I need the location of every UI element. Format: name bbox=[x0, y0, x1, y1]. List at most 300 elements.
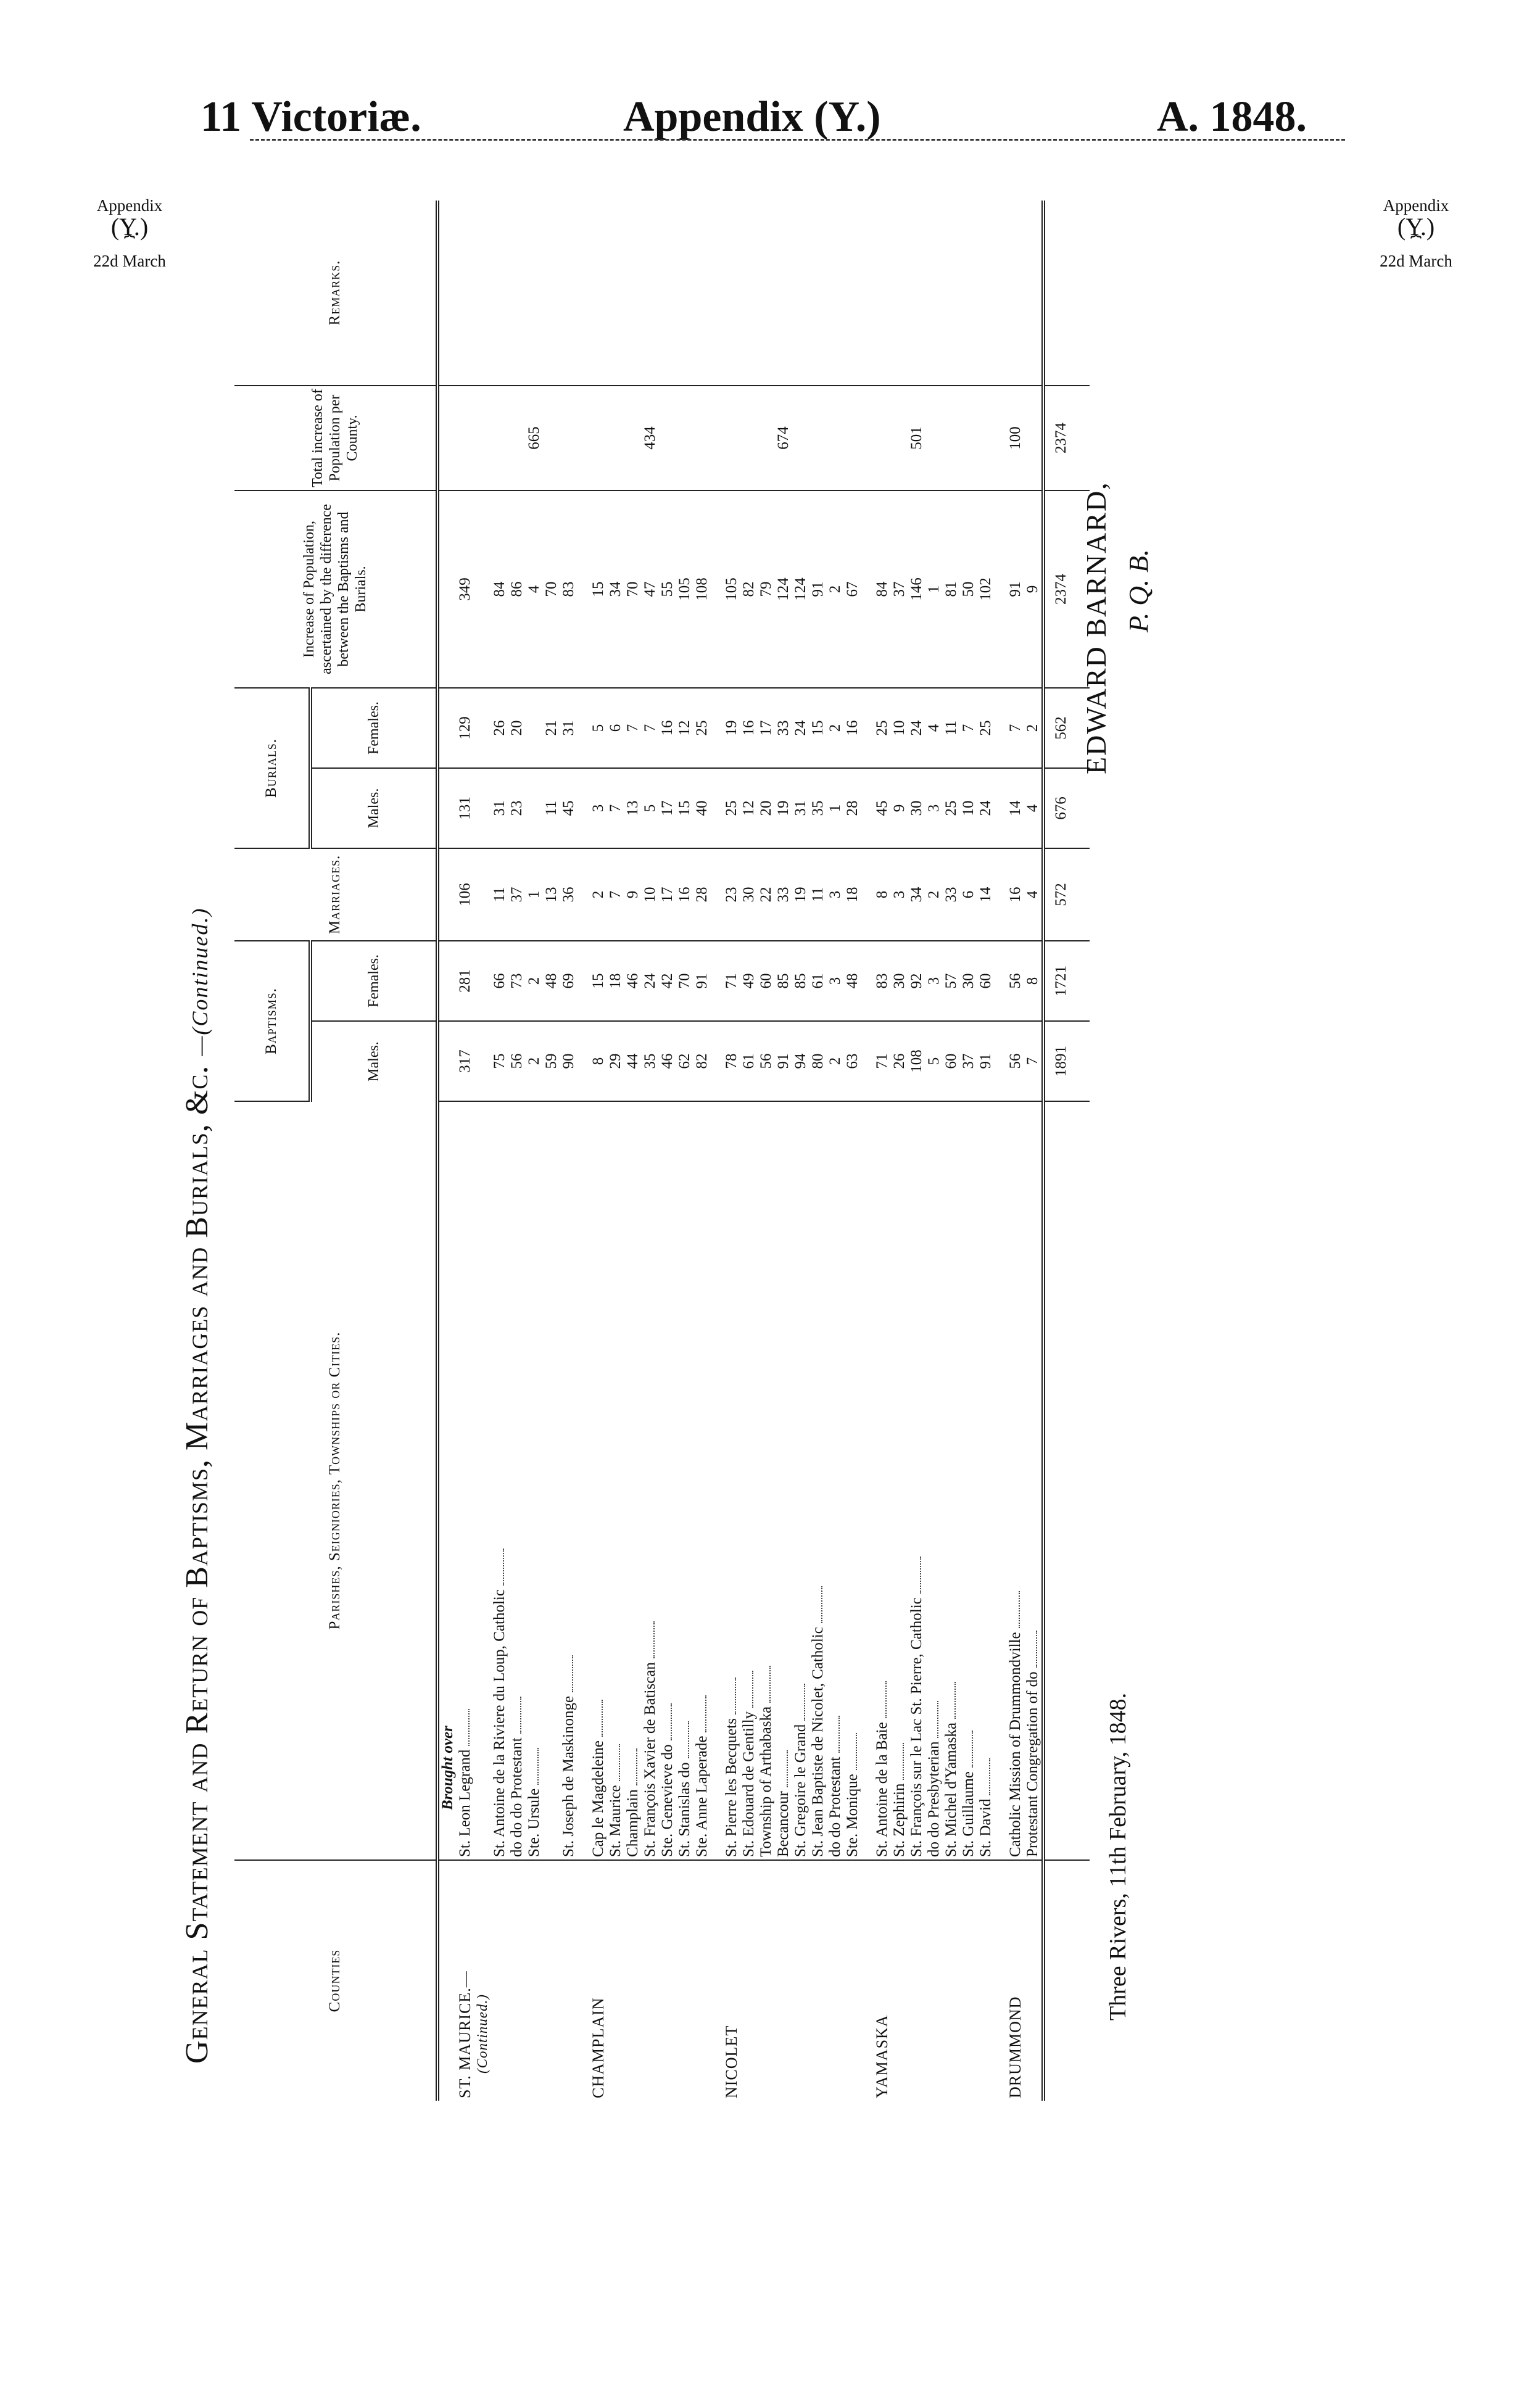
marriages-cell: 7 bbox=[607, 848, 624, 941]
parish-name: Ste. Monique bbox=[844, 1774, 861, 1857]
dot-leader bbox=[503, 1549, 504, 1586]
remarks-cell bbox=[711, 201, 740, 386]
parish-cell bbox=[758, 1101, 775, 1860]
marriages-cell: 13 bbox=[543, 848, 560, 941]
baptisms-females-cell: 8 bbox=[1024, 941, 1043, 1021]
burials-females-cell bbox=[526, 688, 543, 768]
dot-leader bbox=[769, 1666, 771, 1703]
signature-title: P. Q. B. bbox=[1124, 549, 1154, 632]
county-total-cell bbox=[844, 386, 861, 490]
rotated-return-table-page bbox=[167, 201, 1203, 2101]
baptisms-females-cell: 91 bbox=[693, 941, 711, 1021]
parish-name: Ste. Ursule bbox=[526, 1788, 542, 1857]
col-header-remarks: Remarks. bbox=[234, 201, 437, 386]
burials-females-cell: 2 bbox=[1024, 688, 1043, 768]
increase-cell: 124 bbox=[775, 490, 792, 688]
dot-leader bbox=[903, 1743, 904, 1780]
parish-cell bbox=[624, 1101, 642, 1860]
table-row bbox=[1024, 201, 1043, 2101]
return-title-main: General Statement and Return of Baptisms, Marriages and Burials, &c. bbox=[180, 1065, 215, 2064]
county-name: DRUMMOND bbox=[1006, 1996, 1024, 2098]
margin-date: 22d March bbox=[93, 252, 166, 270]
marriages-cell: 14 bbox=[977, 848, 995, 941]
table-row bbox=[844, 201, 861, 2101]
parish-cell bbox=[775, 1101, 792, 1860]
county-cell bbox=[578, 1860, 607, 2101]
burials-females-cell: 16 bbox=[740, 688, 758, 768]
baptisms-females-cell: 60 bbox=[758, 941, 775, 1021]
dot-leader bbox=[920, 1557, 921, 1594]
baptisms-males-cell: 91 bbox=[775, 1021, 792, 1101]
county-total-cell bbox=[578, 386, 607, 490]
marriages-cell: 36 bbox=[560, 848, 578, 941]
county-total-cell bbox=[607, 386, 624, 490]
dot-leader bbox=[520, 1697, 521, 1734]
county-cell bbox=[977, 1860, 995, 2101]
county-cell bbox=[693, 1860, 711, 2101]
year-header: A. 1848. bbox=[1157, 93, 1307, 141]
parish-name: Ste. Genevieve do bbox=[659, 1744, 676, 1857]
county-total-cell bbox=[861, 386, 891, 490]
county-total-cell bbox=[809, 386, 827, 490]
burials-females-cell: 10 bbox=[891, 688, 908, 768]
burials-females-cell: 19 bbox=[711, 688, 740, 768]
county-cell bbox=[891, 1860, 908, 2101]
baptisms-females-cell: 56 bbox=[995, 941, 1024, 1021]
burials-males-cell: 25 bbox=[711, 768, 740, 848]
table-row bbox=[457, 201, 491, 2101]
col-header-burials-males: Males. bbox=[310, 768, 437, 848]
parish-name: St. David bbox=[977, 1798, 994, 1857]
county-cell bbox=[925, 1860, 943, 2101]
table-row bbox=[526, 201, 543, 2101]
marriages-cell: 1 bbox=[526, 848, 543, 941]
burials-males-cell: 28 bbox=[844, 768, 861, 848]
brought-over-row bbox=[437, 201, 457, 2101]
total-increase: 2374 bbox=[1043, 490, 1090, 688]
table-row bbox=[908, 201, 925, 2101]
county-total-cell bbox=[693, 386, 711, 490]
burials-females-cell: 4 bbox=[925, 688, 943, 768]
county-cell bbox=[827, 1860, 844, 2101]
parish-cell bbox=[642, 1101, 659, 1860]
remarks-cell bbox=[607, 201, 624, 386]
increase-cell: 84 bbox=[491, 490, 508, 688]
baptisms-females-cell: 30 bbox=[960, 941, 977, 1021]
col-header-total-increase: Total increase of Population per County. bbox=[234, 386, 437, 490]
baptisms-females-cell: 46 bbox=[624, 941, 642, 1021]
appendix-header: Appendix (Y.) bbox=[623, 93, 881, 141]
baptisms-males-cell: 56 bbox=[995, 1021, 1024, 1101]
baptisms-males-cell: 63 bbox=[844, 1021, 861, 1101]
burials-males-cell: 40 bbox=[693, 768, 711, 848]
baptisms-females-cell: 15 bbox=[578, 941, 607, 1021]
marriages-cell: 2 bbox=[578, 848, 607, 941]
remarks-cell bbox=[775, 201, 792, 386]
col-header-baptisms-females: Females. bbox=[310, 941, 437, 1021]
parish-name: St. Stanislas do bbox=[676, 1762, 693, 1857]
parish-name: do do do Protestant bbox=[508, 1737, 525, 1857]
return-title-continued: —(Continued.) bbox=[188, 907, 212, 1056]
dot-leader bbox=[821, 1586, 822, 1623]
table-row bbox=[977, 201, 995, 2101]
baptisms-males-cell: 94 bbox=[792, 1021, 809, 1101]
county-total-cell bbox=[659, 386, 676, 490]
parish-cell bbox=[977, 1101, 995, 1860]
increase-cell: 70 bbox=[543, 490, 560, 688]
margin-appendix-letter: (Y.) bbox=[1397, 213, 1435, 241]
parish-name: St. Edouard de Gentilly bbox=[740, 1711, 757, 1857]
baptisms-males-cell: 5 bbox=[925, 1021, 943, 1101]
parish-cell bbox=[891, 1101, 908, 1860]
baptisms-males-cell: 91 bbox=[977, 1021, 995, 1101]
county-total-cell bbox=[740, 386, 758, 490]
burials-females-cell: 16 bbox=[844, 688, 861, 768]
increase-cell: 82 bbox=[740, 490, 758, 688]
burials-males-cell: 131 bbox=[457, 768, 491, 848]
dot-leader bbox=[735, 1677, 736, 1715]
parish-cell bbox=[908, 1101, 925, 1860]
baptisms-males-cell: 2 bbox=[526, 1021, 543, 1101]
increase-cell: 81 bbox=[943, 490, 960, 688]
baptisms-females-cell: 48 bbox=[543, 941, 560, 1021]
county-total-cell bbox=[676, 386, 693, 490]
baptisms-females-cell: 18 bbox=[607, 941, 624, 1021]
parish-cell bbox=[809, 1101, 827, 1860]
county-continued: (Continued.) bbox=[474, 1994, 490, 2074]
county-total-cell bbox=[943, 386, 960, 490]
burials-males-cell: 30 bbox=[908, 768, 925, 848]
increase-cell: 91 bbox=[995, 490, 1024, 688]
marriages-cell: 3 bbox=[891, 848, 908, 941]
burials-females-cell: 2 bbox=[827, 688, 844, 768]
margin-appendix-letter: (Y.) bbox=[110, 213, 149, 241]
county-total-cell: 674 bbox=[775, 386, 792, 490]
parish-cell bbox=[676, 1101, 693, 1860]
baptisms-females-cell: 83 bbox=[861, 941, 891, 1021]
county-total-cell: 434 bbox=[642, 386, 659, 490]
baptisms-females-cell: 60 bbox=[977, 941, 995, 1021]
dot-leader bbox=[937, 1701, 938, 1738]
increase-cell: 34 bbox=[607, 490, 624, 688]
col-header-increase: Increase of Population, ascertained by the difference between the Baptisms and Burials. bbox=[234, 490, 437, 688]
marriages-cell: 10 bbox=[642, 848, 659, 941]
county-cell bbox=[809, 1860, 827, 2101]
marriages-cell: 17 bbox=[659, 848, 676, 941]
baptisms-males-cell: 35 bbox=[642, 1021, 659, 1101]
county-name: ST. MAURICE.— bbox=[456, 1971, 474, 2098]
total-county-increase: 2374 bbox=[1043, 386, 1090, 490]
marriages-cell: 106 bbox=[457, 848, 491, 941]
remarks-cell bbox=[508, 201, 526, 386]
table-row bbox=[642, 201, 659, 2101]
county-total-cell bbox=[891, 386, 908, 490]
baptisms-males-cell: 62 bbox=[676, 1021, 693, 1101]
county-total-cell bbox=[711, 386, 740, 490]
county-total-cell: 665 bbox=[526, 386, 543, 490]
burials-females-cell: 21 bbox=[543, 688, 560, 768]
burials-males-cell: 3 bbox=[578, 768, 607, 848]
total-baptisms-males: 1891 bbox=[1043, 1021, 1090, 1101]
increase-cell: 2 bbox=[827, 490, 844, 688]
parish-name: Catholic Mission of Drummondville bbox=[1007, 1632, 1024, 1857]
dot-leader bbox=[954, 1682, 956, 1719]
baptisms-males-cell: 8 bbox=[578, 1021, 607, 1101]
county-total-cell bbox=[543, 386, 560, 490]
burials-males-cell: 5 bbox=[642, 768, 659, 848]
increase-cell: 55 bbox=[659, 490, 676, 688]
marriages-cell: 33 bbox=[943, 848, 960, 941]
parish-cell bbox=[560, 1101, 578, 1860]
parish-cell bbox=[607, 1101, 624, 1860]
marriages-cell: 30 bbox=[740, 848, 758, 941]
remarks-cell bbox=[578, 201, 607, 386]
total-baptisms-females: 1721 bbox=[1043, 941, 1090, 1021]
baptisms-males-cell: 90 bbox=[560, 1021, 578, 1101]
burials-males-cell: 9 bbox=[891, 768, 908, 848]
increase-cell: 9 bbox=[1024, 490, 1043, 688]
parish-cell bbox=[960, 1101, 977, 1860]
baptisms-males-cell: 7 bbox=[1024, 1021, 1043, 1101]
burials-females-cell: 7 bbox=[642, 688, 659, 768]
parish-name: St. Michel d'Yamaska bbox=[943, 1723, 959, 1857]
county-cell bbox=[526, 1860, 543, 2101]
burials-females-cell: 17 bbox=[758, 688, 775, 768]
dot-leader bbox=[468, 1709, 470, 1746]
county-cell bbox=[711, 1860, 740, 2101]
parish-name: St. Leon Legrand bbox=[457, 1749, 473, 1857]
marriages-cell: 11 bbox=[491, 848, 508, 941]
remarks-cell bbox=[908, 201, 925, 386]
county-cell bbox=[758, 1860, 775, 2101]
county-cell bbox=[960, 1860, 977, 2101]
parish-cell bbox=[711, 1101, 740, 1860]
table-row bbox=[809, 201, 827, 2101]
marriages-cell: 16 bbox=[995, 848, 1024, 941]
burials-males-cell: 19 bbox=[775, 768, 792, 848]
dot-leader bbox=[804, 1684, 805, 1721]
burials-females-cell: 15 bbox=[809, 688, 827, 768]
remarks-cell bbox=[740, 201, 758, 386]
county-cell bbox=[995, 1860, 1024, 2101]
dot-leader bbox=[1019, 1591, 1020, 1628]
baptisms-females-cell: 42 bbox=[659, 941, 676, 1021]
burials-males-cell: 24 bbox=[977, 768, 995, 848]
col-header-burials-females: Females. bbox=[310, 688, 437, 768]
dot-leader bbox=[972, 1731, 973, 1768]
increase-cell: 4 bbox=[526, 490, 543, 688]
county-total-cell bbox=[508, 386, 526, 490]
brought-over-label: Brought over bbox=[437, 1101, 457, 1860]
county-cell bbox=[543, 1860, 560, 2101]
burials-males-cell: 12 bbox=[740, 768, 758, 848]
baptisms-females-cell: 73 bbox=[508, 941, 526, 1021]
baptisms-females-cell: 49 bbox=[740, 941, 758, 1021]
baptisms-males-cell: 26 bbox=[891, 1021, 908, 1101]
remarks-cell bbox=[491, 201, 508, 386]
baptisms-males-cell: 44 bbox=[624, 1021, 642, 1101]
parish-name: St. Zephirin bbox=[891, 1783, 908, 1857]
table-row bbox=[740, 201, 758, 2101]
remarks-cell bbox=[560, 201, 578, 386]
county-name: NICOLET bbox=[722, 2025, 740, 2098]
baptisms-males-cell: 78 bbox=[711, 1021, 740, 1101]
parish-cell bbox=[827, 1101, 844, 1860]
parish-cell bbox=[844, 1101, 861, 1860]
baptisms-females-cell: 85 bbox=[775, 941, 792, 1021]
parish-name: St. Antoine de la Baie bbox=[874, 1722, 890, 1857]
increase-cell: 86 bbox=[508, 490, 526, 688]
baptisms-males-cell: 2 bbox=[827, 1021, 844, 1101]
parish-name: St. François sur le Lac St. Pierre, Catholic bbox=[908, 1597, 925, 1857]
increase-cell: 79 bbox=[758, 490, 775, 688]
dot-leader bbox=[705, 1695, 706, 1732]
marriages-cell: 34 bbox=[908, 848, 925, 941]
dot-leader bbox=[653, 1621, 655, 1658]
dot-leader bbox=[572, 1655, 573, 1692]
county-total-cell bbox=[1024, 386, 1043, 490]
table-row bbox=[943, 201, 960, 2101]
increase-cell: 105 bbox=[676, 490, 693, 688]
col-header-baptisms: Baptisms. bbox=[234, 941, 310, 1101]
dot-leader bbox=[636, 1748, 637, 1785]
remarks-cell bbox=[925, 201, 943, 386]
table-row bbox=[758, 201, 775, 2101]
baptisms-females-cell: 70 bbox=[676, 941, 693, 1021]
baptisms-females-cell: 92 bbox=[908, 941, 925, 1021]
parish-name: Becancour bbox=[775, 1791, 792, 1857]
increase-cell: 47 bbox=[642, 490, 659, 688]
return-table-body bbox=[437, 201, 1043, 2101]
remarks-cell bbox=[809, 201, 827, 386]
table-row bbox=[543, 201, 560, 2101]
return-title bbox=[179, 275, 215, 2064]
baptisms-females-cell: 30 bbox=[891, 941, 908, 1021]
increase-cell: 105 bbox=[711, 490, 740, 688]
table-row bbox=[960, 201, 977, 2101]
marriages-cell: 3 bbox=[827, 848, 844, 941]
parish-cell bbox=[659, 1101, 676, 1860]
parish-cell bbox=[1024, 1101, 1043, 1860]
county-name: YAMASKA bbox=[873, 2014, 891, 2098]
county-total-cell bbox=[925, 386, 943, 490]
burials-females-cell: 31 bbox=[560, 688, 578, 768]
baptisms-females-cell: 2 bbox=[526, 941, 543, 1021]
parish-cell bbox=[792, 1101, 809, 1860]
baptisms-males-cell: 317 bbox=[457, 1021, 491, 1101]
marriages-cell: 2 bbox=[925, 848, 943, 941]
burials-males-cell: 15 bbox=[676, 768, 693, 848]
table-row bbox=[792, 201, 809, 2101]
remarks-cell bbox=[943, 201, 960, 386]
baptisms-males-cell: 59 bbox=[543, 1021, 560, 1101]
baptisms-females-cell: 71 bbox=[711, 941, 740, 1021]
parish-cell bbox=[508, 1101, 526, 1860]
baptisms-males-cell: 80 bbox=[809, 1021, 827, 1101]
baptisms-females-cell: 66 bbox=[491, 941, 508, 1021]
baptisms-females-cell: 3 bbox=[827, 941, 844, 1021]
burials-males-cell: 11 bbox=[543, 768, 560, 848]
marriages-cell: 9 bbox=[624, 848, 642, 941]
burials-females-cell: 129 bbox=[457, 688, 491, 768]
county-total-cell bbox=[792, 386, 809, 490]
baptisms-females-cell: 85 bbox=[792, 941, 809, 1021]
dot-leader bbox=[989, 1758, 990, 1795]
remarks-cell bbox=[457, 201, 491, 386]
increase-cell: 146 bbox=[908, 490, 925, 688]
county-total-cell bbox=[977, 386, 995, 490]
marriages-cell: 16 bbox=[676, 848, 693, 941]
increase-cell: 124 bbox=[792, 490, 809, 688]
col-header-baptisms-males: Males. bbox=[310, 1021, 437, 1101]
baptisms-females-cell: 61 bbox=[809, 941, 827, 1021]
burials-males-cell: 10 bbox=[960, 768, 977, 848]
table-row bbox=[995, 201, 1024, 2101]
margin-note-right bbox=[1357, 196, 1475, 270]
col-header-marriages: Marriages. bbox=[234, 848, 437, 941]
county-total-cell: 100 bbox=[995, 386, 1024, 490]
remarks-cell bbox=[827, 201, 844, 386]
marriages-cell: 6 bbox=[960, 848, 977, 941]
county-cell bbox=[844, 1860, 861, 2101]
county-cell bbox=[676, 1860, 693, 2101]
brace-glyph: ⏞ bbox=[124, 235, 135, 255]
marriages-cell: 33 bbox=[775, 848, 792, 941]
marriages-cell: 19 bbox=[792, 848, 809, 941]
burials-females-cell: 16 bbox=[659, 688, 676, 768]
table-row bbox=[693, 201, 711, 2101]
parish-name: St. Pierre les Becquets bbox=[723, 1718, 740, 1857]
county-cell bbox=[659, 1860, 676, 2101]
dot-leader bbox=[752, 1671, 753, 1708]
increase-cell: 83 bbox=[560, 490, 578, 688]
burials-females-cell: 11 bbox=[943, 688, 960, 768]
table-row bbox=[676, 201, 693, 2101]
signature: EDWARD BARNARD, bbox=[1080, 481, 1112, 774]
marriages-cell: 22 bbox=[758, 848, 775, 941]
table-row bbox=[711, 201, 740, 2101]
county-total-cell bbox=[827, 386, 844, 490]
burials-females-cell: 25 bbox=[693, 688, 711, 768]
dot-leader bbox=[671, 1703, 672, 1740]
table-row bbox=[827, 201, 844, 2101]
burials-females-cell: 24 bbox=[792, 688, 809, 768]
remarks-cell bbox=[960, 201, 977, 386]
marriages-cell: 8 bbox=[861, 848, 891, 941]
dot-leader bbox=[856, 1733, 857, 1770]
burials-males-cell: 45 bbox=[560, 768, 578, 848]
parish-cell bbox=[543, 1101, 560, 1860]
increase-cell: 37 bbox=[891, 490, 908, 688]
remarks-cell bbox=[624, 201, 642, 386]
session-header: 11 Victoriæ. bbox=[201, 93, 421, 141]
table-row bbox=[659, 201, 676, 2101]
baptisms-females-cell: 57 bbox=[943, 941, 960, 1021]
margin-appendix-label: Appendix bbox=[96, 196, 163, 215]
marriages-cell: 23 bbox=[711, 848, 740, 941]
increase-cell: 91 bbox=[809, 490, 827, 688]
burials-males-cell: 31 bbox=[792, 768, 809, 848]
remarks-cell bbox=[977, 201, 995, 386]
county-cell bbox=[792, 1860, 809, 2101]
burials-females-cell: 7 bbox=[624, 688, 642, 768]
burials-males-cell: 14 bbox=[995, 768, 1024, 848]
baptisms-males-cell: 108 bbox=[908, 1021, 925, 1101]
county-total-cell bbox=[758, 386, 775, 490]
table-row bbox=[891, 201, 908, 2101]
burials-females-cell: 20 bbox=[508, 688, 526, 768]
parish-name: do do Presbyterian bbox=[925, 1741, 942, 1857]
